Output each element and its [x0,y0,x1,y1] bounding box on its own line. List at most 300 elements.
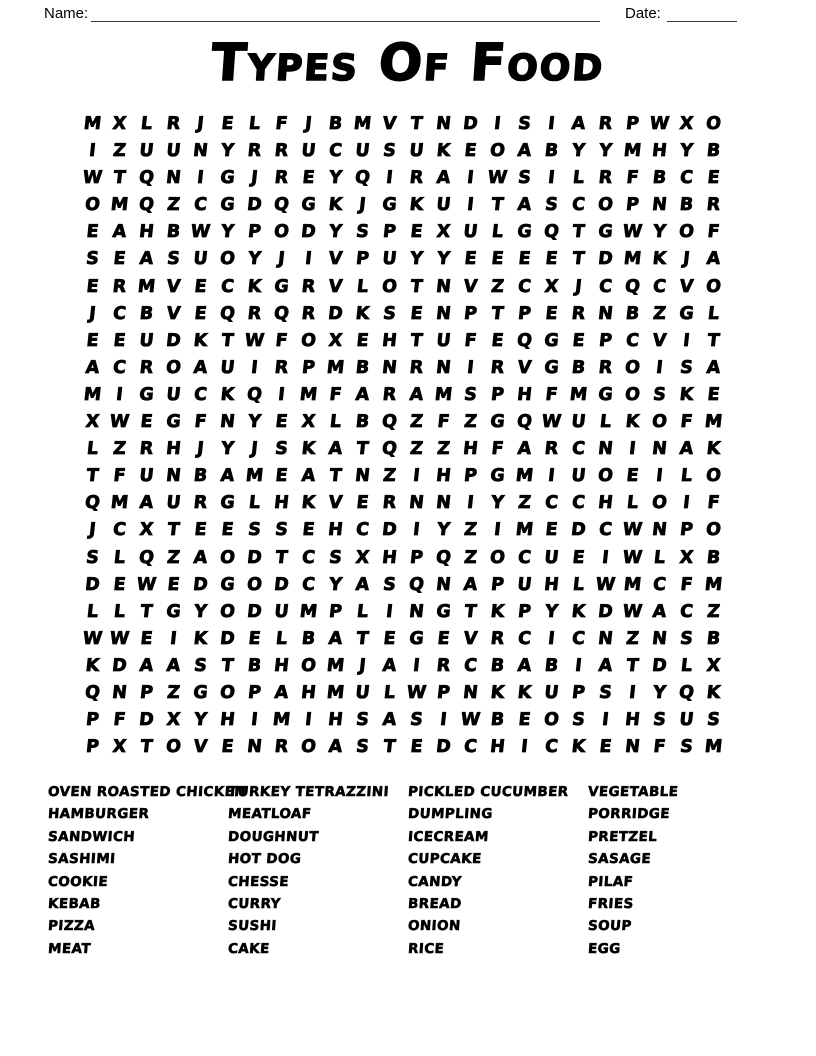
grid-letter: S [382,574,397,595]
grid-letter: U [300,140,317,161]
grid-letter: I [628,438,637,459]
grid-letter: U [435,194,452,215]
grid-letter: L [706,303,721,324]
grid-letter: G [192,682,209,703]
grid-letter: B [705,140,722,161]
grid-letter: X [435,221,452,242]
grid-letter: L [328,411,343,432]
grid-letter: B [138,303,155,324]
grid-letter: F [328,384,343,405]
grid-letter: C [571,628,586,649]
grid-letter: M [703,411,724,432]
word-list-item: VEGETABLE [587,784,679,800]
grid-letter: M [109,194,130,215]
grid-letter: P [436,682,451,703]
grid-letter: H [381,547,398,568]
grid-letter: C [517,276,532,297]
grid-letter: T [490,303,505,324]
grid-letter: X [84,411,101,432]
grid-letter: N [597,303,614,324]
grid-letter: B [543,655,560,676]
grid-letter: E [112,249,127,270]
grid-letter: P [409,547,424,568]
grid-letter: H [273,492,290,513]
grid-letter: E [193,519,208,540]
grid-letter: U [381,249,398,270]
grid-letter: R [138,357,155,378]
grid-letter: E [301,519,316,540]
grid-letter: G [165,411,182,432]
grid-letter: J [196,113,205,134]
grid-letter: Z [166,682,181,703]
grid-letter: E [706,167,721,188]
grid-letter: V [165,276,182,297]
grid-letter: Q [137,547,155,568]
grid-letter: O [218,547,236,568]
grid-letter: R [165,113,182,134]
grid-letter: C [463,736,478,757]
word-list-item: SUSHI [227,918,278,935]
grid-letter: E [571,547,586,568]
word-list-item: MEAT [47,940,92,957]
grid-letter: I [547,113,556,134]
grid-letter: V [327,492,344,513]
grid-letter: B [570,357,587,378]
grid-letter: C [571,438,586,459]
grid-letter: O [542,709,560,730]
grid-letter: T [85,465,100,486]
grid-letter: D [138,709,155,730]
word-list-item: KEBAB [47,895,102,912]
grid-letter: E [409,221,424,242]
grid-letter: U [273,601,290,622]
grid-letter: F [679,574,694,595]
grid-letter: F [274,330,289,351]
grid-letter: B [678,194,695,215]
grid-letter: L [274,628,289,649]
grid-letter: M [622,140,643,161]
grid-letter: J [196,438,205,459]
grid-letter: P [247,221,262,242]
grid-letter: K [192,628,209,649]
word-list-item: ONION [407,918,462,935]
grid-letter: J [250,438,259,459]
grid-letter: S [517,113,532,134]
grid-letter: X [111,113,128,134]
grid-letter: L [571,167,586,188]
grid-letter: Z [463,547,478,568]
grid-letter: D [300,221,317,242]
grid-letter: I [277,384,286,405]
grid-letter: W [648,113,671,134]
grid-letter: I [88,140,97,161]
grid-letter: C [193,194,208,215]
grid-letter: K [300,438,317,459]
grid-letter: P [490,384,505,405]
grid-letter: S [463,384,478,405]
grid-letter: W [621,221,644,242]
grid-letter: U [570,465,587,486]
grid-letter: Y [436,519,451,540]
grid-letter: U [408,140,425,161]
grid-letter: R [246,140,263,161]
grid-letter: X [705,655,722,676]
grid-letter: N [651,194,668,215]
grid-letter: T [220,655,235,676]
grid-letter: X [327,330,344,351]
grid-letter: Z [652,303,667,324]
grid-letter: Y [652,221,667,242]
grid-letter: T [274,547,289,568]
grid-letter: H [489,736,506,757]
grid-letter: Z [436,438,451,459]
grid-letter: E [355,330,370,351]
grid-letter: O [218,682,236,703]
grid-letter: A [354,384,371,405]
grid-letter: Q [83,682,101,703]
grid-letter: R [489,357,506,378]
grid-letter: B [354,411,371,432]
grid-letter: O [623,384,641,405]
worksheet-header [0,0,816,30]
grid-letter: J [250,167,259,188]
grid-letter: K [246,276,263,297]
grid-letter: Q [137,167,155,188]
grid-letter: H [435,465,452,486]
grid-letter: I [412,655,421,676]
grid-letter: M [244,465,265,486]
name-label: Name: [44,5,89,22]
grid-letter: K [570,601,587,622]
grid-letter: H [651,140,668,161]
grid-letter: G [219,194,236,215]
grid-letter: X [138,519,155,540]
grid-letter: L [382,682,397,703]
word-list-item: OVEN ROASTED CHICKEN [47,784,247,800]
grid-letter: A [570,113,587,134]
grid-letter: N [408,601,425,622]
grid-letter: E [166,574,181,595]
grid-letter: A [597,655,614,676]
grid-letter: A [327,438,344,459]
grid-letter: E [139,411,154,432]
grid-letter: N [435,303,452,324]
grid-letter: M [433,384,454,405]
grid-letter: A [138,655,155,676]
grid-letter: R [192,492,209,513]
grid-letter: H [138,221,155,242]
grid-letter: O [272,221,290,242]
grid-letter: M [568,384,589,405]
grid-letter: B [624,303,641,324]
grid-letter: E [220,519,235,540]
grid-letter: F [193,411,208,432]
grid-letter: D [597,601,614,622]
grid-letter: O [299,655,317,676]
grid-letter: Y [247,249,262,270]
grid-letter: P [85,709,100,730]
grid-letter: S [679,357,694,378]
word-list-item: SOUP [587,918,633,935]
grid-letter: I [385,601,394,622]
grid-letter: Z [463,519,478,540]
grid-letter: A [138,492,155,513]
grid-letter: B [705,547,722,568]
grid-letter: G [381,194,398,215]
grid-letter: G [597,221,614,242]
grid-letter: C [301,574,316,595]
grid-letter: P [85,736,100,757]
grid-letter: G [219,167,236,188]
grid-letter: C [652,574,667,595]
grid-letter: U [138,140,155,161]
grid-letter: S [85,547,100,568]
grid-letter: E [490,249,505,270]
grid-letter: Y [193,601,208,622]
grid-letter: E [598,736,613,757]
grid-letter: Y [436,249,451,270]
grid-letter: K [489,601,506,622]
date-blank-line [667,6,737,22]
grid-letter: G [543,330,560,351]
grid-letter: U [165,384,182,405]
grid-letter: A [516,194,533,215]
grid-letter: R [300,276,317,297]
grid-letter: S [247,519,262,540]
grid-letter: K [516,682,533,703]
grid-letter: K [300,492,317,513]
grid-letter: E [139,628,154,649]
grid-letter: Z [409,438,424,459]
grid-letter: R [489,628,506,649]
grid-letter: L [139,113,154,134]
grid-letter: A [192,357,209,378]
grid-letter: Y [193,709,208,730]
grid-letter: T [166,519,181,540]
grid-letter: L [679,465,694,486]
grid-letter: I [682,330,691,351]
word-list-item: PIZZA [47,918,96,935]
grid-letter: M [514,519,535,540]
word-list-item: DOUGHNUT [227,828,320,845]
grid-letter: O [650,411,668,432]
grid-letter: L [571,574,586,595]
grid-letter: S [409,709,424,730]
grid-letter: V [192,736,209,757]
grid-letter: S [355,221,370,242]
grid-letter: L [625,492,640,513]
word-list-item: SASAGE [587,851,652,868]
grid-letter: A [651,601,668,622]
grid-letter: M [298,601,319,622]
grid-letter: C [112,519,127,540]
grid-letter: A [705,249,722,270]
grid-letter: B [489,655,506,676]
grid-letter: A [462,574,479,595]
grid-letter: D [327,303,344,324]
grid-letter: X [111,736,128,757]
grid-letter: I [439,709,448,730]
grid-letter: Q [353,167,371,188]
grid-letter: B [165,221,182,242]
word-list-item: TURKEY TETRAZZINI [227,784,390,800]
grid-letter: D [246,547,263,568]
grid-letter: E [706,384,721,405]
grid-letter: F [679,411,694,432]
grid-letter: I [169,628,178,649]
grid-letter: R [408,167,425,188]
grid-letter: E [517,709,532,730]
grid-letter: A [516,140,533,161]
word-list-item: COOKIE [47,873,109,890]
grid-letter: T [328,465,343,486]
grid-letter: H [300,682,317,703]
grid-letter: H [165,438,182,459]
grid-letter: C [112,303,127,324]
grid-letter: M [298,384,319,405]
grid-letter: G [435,601,452,622]
grid-letter: S [544,194,559,215]
grid-letter: P [571,682,586,703]
grid-letter: A [273,682,290,703]
grid-letter: T [355,438,370,459]
word-list-item: SASHIMI [47,851,117,868]
grid-letter: Q [515,330,533,351]
grid-letter: G [219,492,236,513]
grid-letter: S [598,682,613,703]
grid-letter: U [354,682,371,703]
grid-letter: G [219,574,236,595]
grid-letter: Y [652,682,667,703]
grid-letter: Z [517,492,532,513]
grid-letter: I [628,682,637,703]
grid-letter: D [84,574,101,595]
word-list-item: PRETZEL [587,828,658,845]
grid-letter: K [327,194,344,215]
grid-letter: I [412,465,421,486]
grid-letter: U [543,682,560,703]
grid-letter: I [115,384,124,405]
grid-letter: R [246,303,263,324]
grid-letter: Y [328,221,343,242]
grid-letter: Y [220,438,235,459]
grid-letter: T [355,628,370,649]
grid-letter: I [682,492,691,513]
grid-letter: R [138,438,155,459]
grid-letter: B [192,465,209,486]
grid-letter: Q [218,303,236,324]
grid-letter: F [112,709,127,730]
grid-letter: E [220,113,235,134]
grid-letter: L [490,221,505,242]
grid-letter: N [435,574,452,595]
grid-letter: S [274,519,289,540]
grid-letter: P [517,303,532,324]
grid-letter: H [516,384,533,405]
grid-letter: U [354,140,371,161]
grid-letter: P [598,330,613,351]
grid-letter: E [409,736,424,757]
grid-letter: M [271,709,292,730]
grid-letter: P [382,221,397,242]
grid-letter: M [703,574,724,595]
grid-letter: M [136,276,157,297]
grid-letter: F [652,736,667,757]
grid-letter: M [703,736,724,757]
grid-letter: J [277,249,286,270]
grid-letter: T [571,221,586,242]
grid-letter: E [112,574,127,595]
grid-letter: R [273,357,290,378]
grid-letter: E [409,303,424,324]
grid-letter: O [488,140,506,161]
grid-letter: X [300,411,317,432]
grid-letter: P [328,601,343,622]
word-list-item: PILAF [587,873,634,890]
grid-letter: Z [625,628,640,649]
grid-letter: K [435,140,452,161]
grid-letter: C [355,519,370,540]
grid-letter: O [650,492,668,513]
grid-letter: D [597,249,614,270]
grid-letter: Q [434,547,452,568]
grid-letter: I [574,655,583,676]
grid-letter: I [601,547,610,568]
grid-letter: S [706,709,721,730]
grid-letter: A [435,167,452,188]
grid-letter: N [597,438,614,459]
word-search-grid [79,110,727,760]
word-list-item: CAKE [227,940,271,957]
grid-letter: A [516,655,533,676]
grid-letter: C [598,519,613,540]
grid-letter: Z [409,411,424,432]
grid-letter: M [82,113,103,134]
grid-letter: E [382,628,397,649]
grid-letter: D [246,601,263,622]
grid-letter: W [405,682,428,703]
grid-letter: C [544,736,559,757]
grid-letter: N [624,736,641,757]
grid-letter: K [705,682,722,703]
grid-letter: E [85,276,100,297]
grid-letter: I [493,113,502,134]
grid-letter: X [354,547,371,568]
grid-letter: U [165,140,182,161]
word-list-item: DUMPLING [407,806,494,823]
grid-letter: B [651,167,668,188]
grid-letter: Z [112,438,127,459]
grid-letter: T [382,736,397,757]
grid-letter: A [381,709,398,730]
grid-letter: G [678,303,695,324]
puzzle-title: Types Of Food [209,34,607,93]
grid-letter: V [165,303,182,324]
grid-letter: D [111,655,128,676]
word-list [48,781,768,960]
grid-letter: B [354,357,371,378]
grid-letter: R [273,167,290,188]
grid-letter: M [325,682,346,703]
grid-letter: O [488,547,506,568]
grid-letter: A [327,628,344,649]
word-list-column [47,781,247,960]
grid-letter: G [138,384,155,405]
grid-letter: D [435,736,452,757]
grid-letter: U [462,221,479,242]
grid-letter: E [463,140,478,161]
word-list-item: EGG [587,940,622,957]
